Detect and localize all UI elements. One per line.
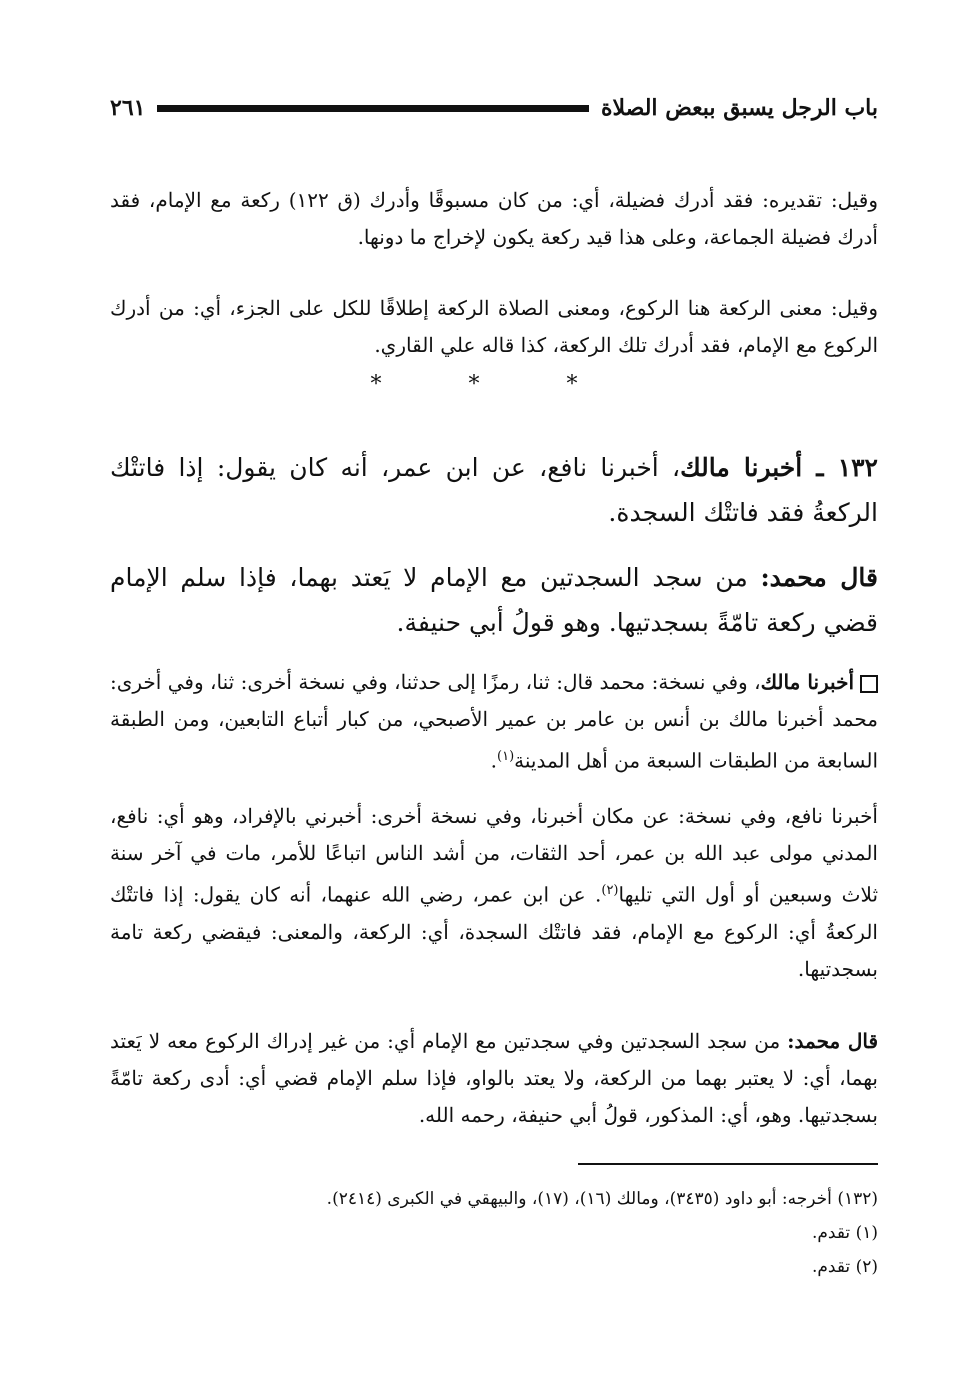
commentary-2-text-b: . عن ابن عمر، رضي الله عنهما، أنه كان يقول: إذا فاتتْك الركعةُ أي: الركوع مع الإمام، فقد فاتتْك السجدة، أي: الركعة، والمعنى: فيقضي ركعة تامة بسجدتيها. [110, 882, 878, 981]
footnote-text: تقدم. [811, 1223, 851, 1243]
footnote-ref-2: (٢) [601, 883, 619, 898]
commentary-1-label: أخبرنا مالك [760, 670, 854, 694]
page-header [110, 88, 878, 128]
footnote-ref: (١) [855, 1223, 878, 1243]
commentary-3-label: قال محمد: [787, 1029, 879, 1053]
running-title: باب الرجل يسبق ببعض الصلاة [601, 95, 878, 121]
footnote-item [110, 1182, 878, 1216]
footnote-rule [578, 1163, 878, 1165]
commentary-1-end: . [490, 748, 497, 773]
footnote-text: تقدم. [811, 1257, 851, 1277]
footnote-item [110, 1250, 878, 1284]
hadith-label: ١٣٢ ـ أخبرنا مالك [680, 453, 878, 482]
commentary-3-text: من سجد السجدتين وفي سجدتين مع الإمام أي: من غير إدراك الركوع معه لا يَعتد بهما، أي: لا يعتبر بهما من الركعة، ولا يعتد بالواو، فإذا سلم الإمام قضي أي: أدى ركعة تامّةً بسجدتيها. وهو، أي: المذكور، قولُ أبي حنيفة، رحمه الله. [110, 1029, 878, 1127]
page-number: ٢٦١ [110, 95, 146, 121]
footnote-ref: (٢) [855, 1257, 878, 1277]
paragraph-1-text: وقيل: تقديره: فقد أدرك فضيلة، أي: من كان مسبوقًا وأدرك (ق ١٢٢) ركعة مع الإمام، فقد أدرك فضيلة الجماعة، وعلى هذا قيد ركعة يكون لإخراج ما دونها. [110, 188, 878, 249]
paragraph-2 [110, 290, 878, 364]
footnote-ref: (١٣٢) [837, 1189, 878, 1209]
commentary-3 [110, 1023, 878, 1134]
paragraph-1 [110, 182, 878, 256]
qala-text: من سجد السجدتين مع الإمام لا يَعتد بهما، فإذا سلم الإمام قضي ركعة تامّةً بسجدتيها. وهو قولُ أبي حنيفة. [110, 563, 878, 637]
commentary-1-text: ، وفي نسخة: محمد قال: ثنا، رمزًا إلى حدثنا، وفي نسخة أخرى: ثنا، وفي أخرى: محمد أخبرنا مالك بن أنس بن عامر بن عمير الأصبحي، من كبار أتباع التابعين، ومن الطبقة السابعة من الطبقات السبعة من أهل المدينة [110, 670, 878, 773]
commentary-2-text-a: أخبرنا نافع، وفي نسخة: عن مكان أخبرنا، وفي نسخة أخرى: أخبرني بالإفراد، وهو أي: نافع، المدني مولى عبد الله بن عمر، أحد الثقات، من أشد الناس اتباعًا للأمر، مات في آخر سنة ثلاث وسبعين أو أول التي تليها [110, 804, 879, 907]
section-separator: * * * [370, 372, 618, 397]
header-rule [157, 105, 589, 112]
paragraph-2-text: وقيل: معنى الركعة هنا الركوع، ومعنى الصلاة الركعة إطلاقًا للكل على الجزء، أي: من أدرك الركوع مع الإمام، فقد أدرك تلك الركعة، كذا قاله علي القاري. [110, 296, 878, 357]
footnote-item [110, 1216, 878, 1250]
footnote-ref-1: (١) [497, 749, 515, 764]
square-marker-icon [860, 675, 878, 693]
hadith-paragraph [110, 445, 878, 535]
footnotes [110, 1182, 878, 1284]
footnote-text: أخرجه: أبو داود (٣٤٣٥)، ومالك (١٦)، (١٧)، والبيهقي في الكبرى (٢٤١٤). [326, 1189, 832, 1209]
qala-label: قال محمد: [760, 563, 879, 592]
commentary-2 [110, 798, 878, 988]
hadith-text: ، أخبرنا نافع، عن ابن عمر، أنه كان يقول: إذا فاتتْك الركعةُ فقد فاتتْك السجدة. [110, 453, 878, 527]
qala-paragraph [110, 555, 878, 645]
commentary-1 [110, 664, 878, 780]
